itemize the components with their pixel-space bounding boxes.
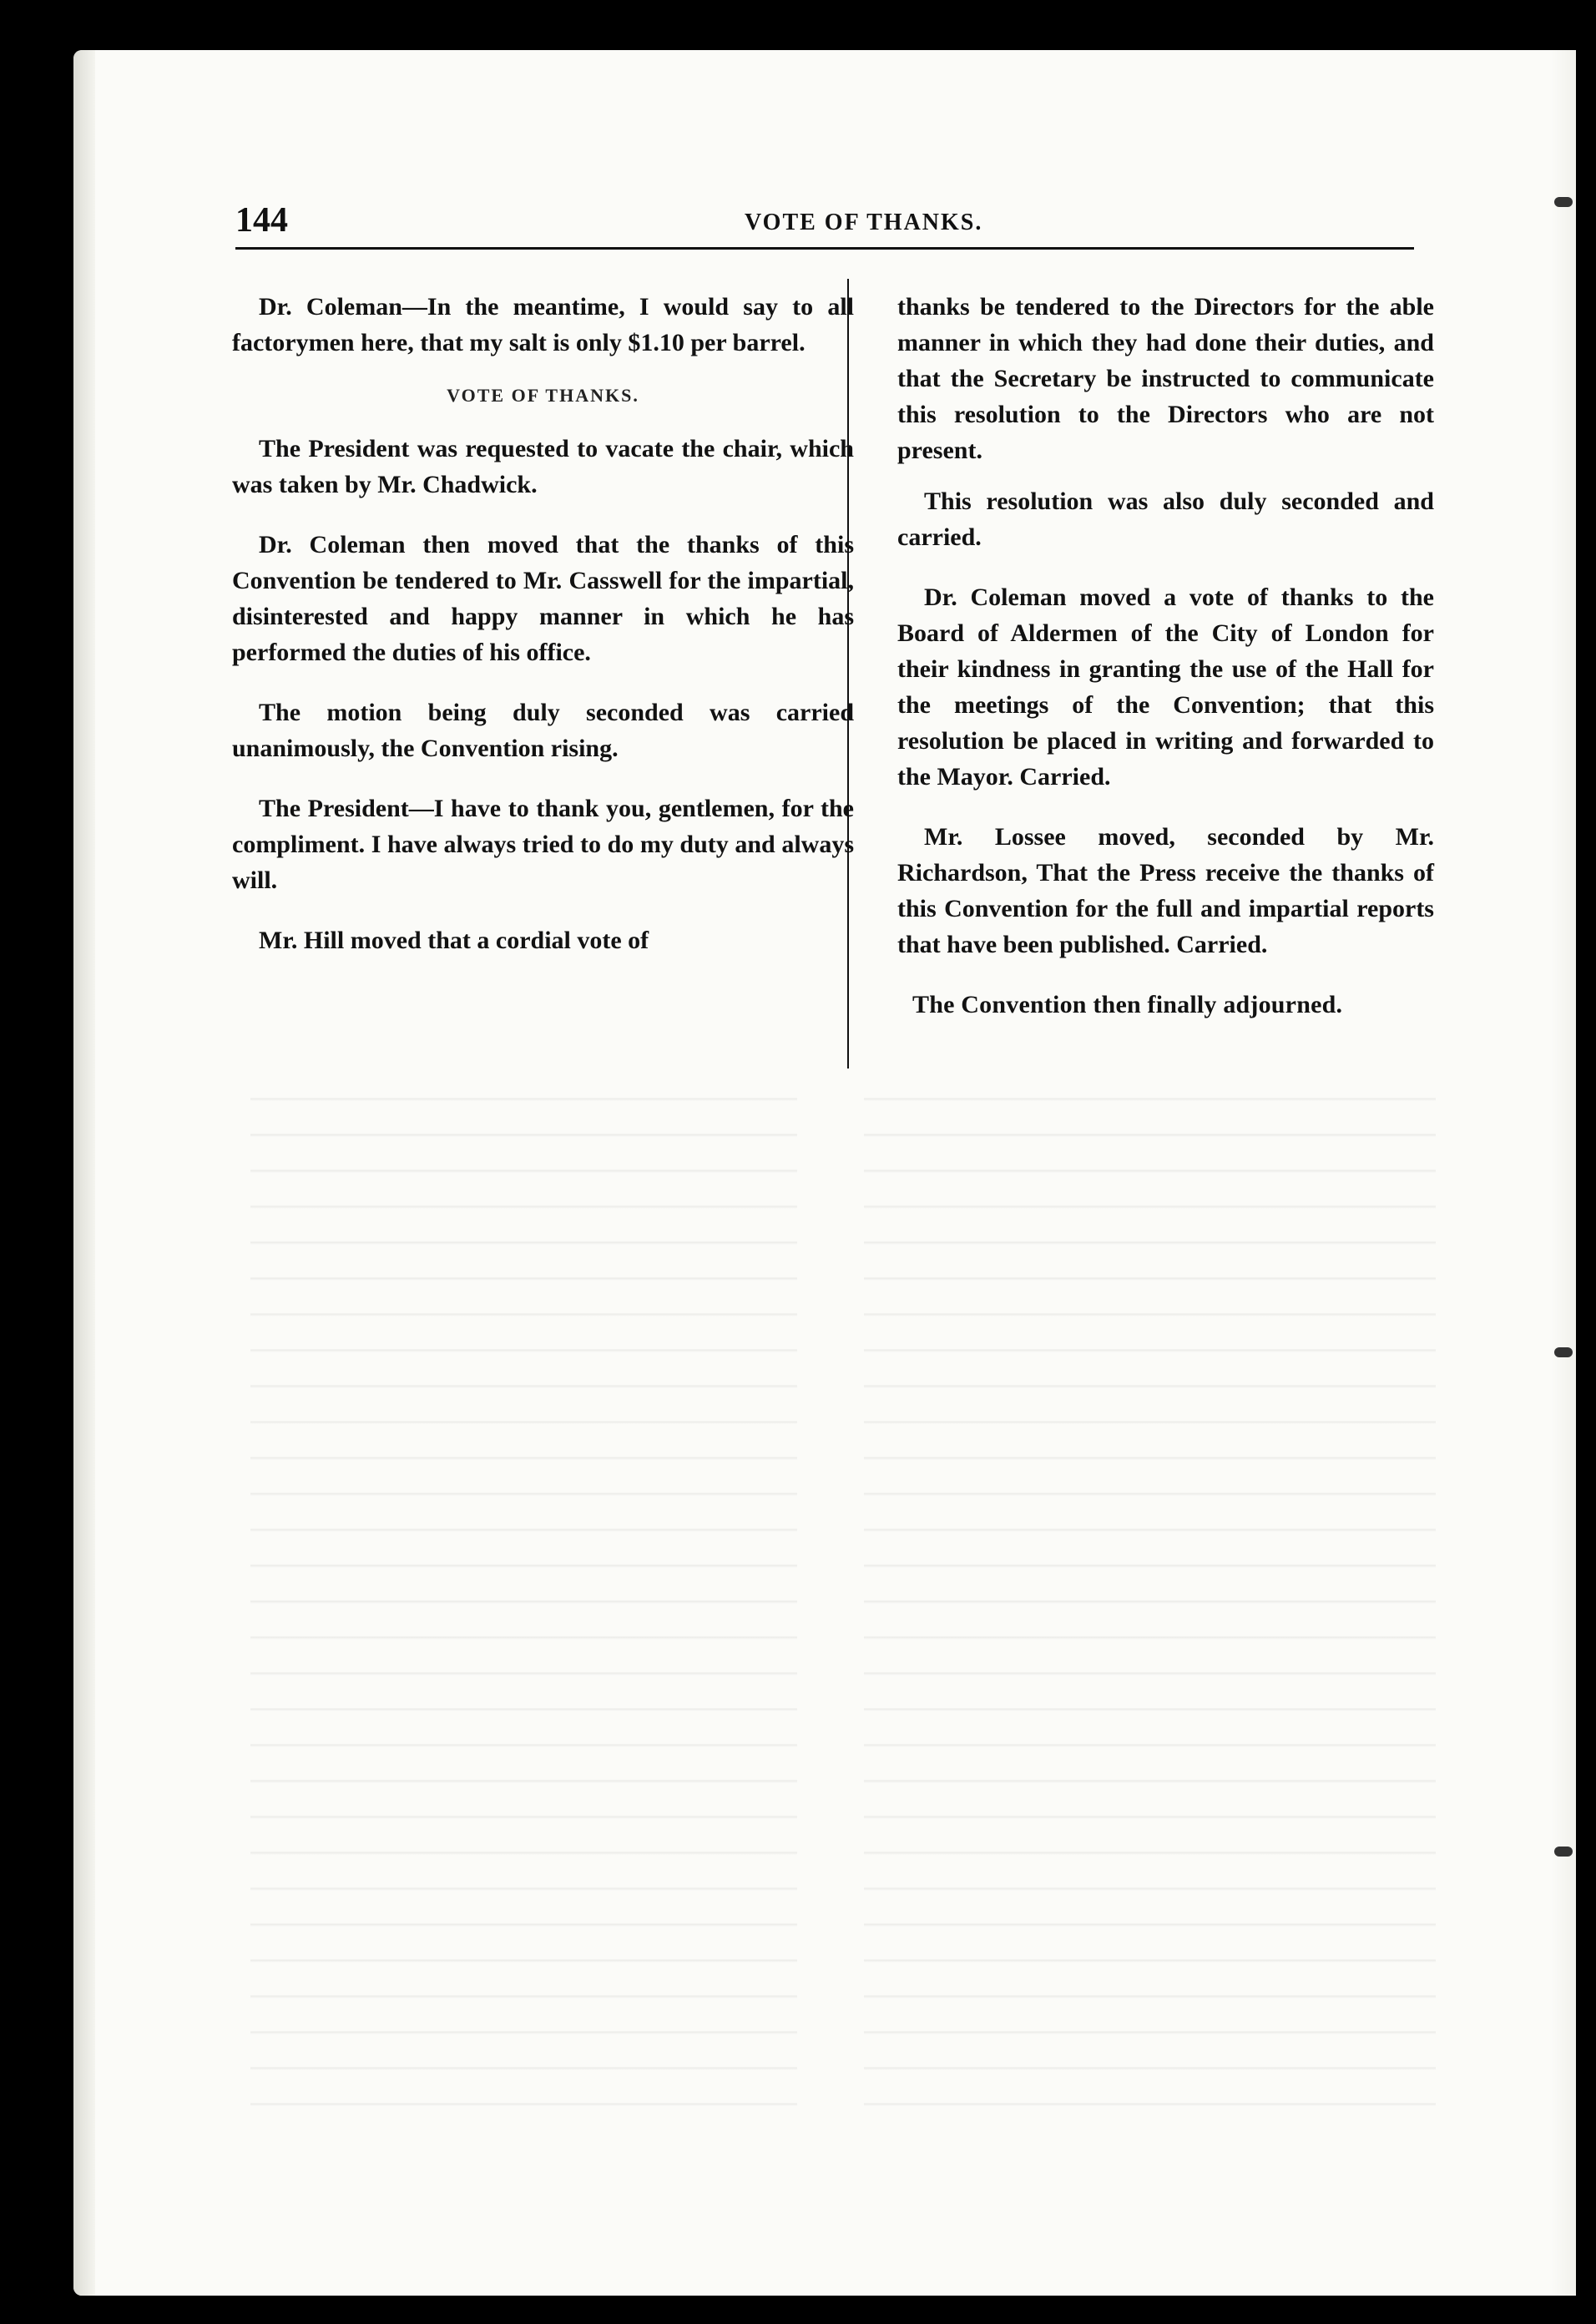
page-number: 144 <box>235 201 288 240</box>
section-heading: VOTE OF THANKS. <box>447 385 639 406</box>
paragraph: Dr. Coleman then moved that the thanks of this Convention be tendered to Mr. Casswell for the impartial, disinterested and happy manner in which he has performed the duties of his office. <box>232 531 854 666</box>
running-head: VOTE OF THANKS. <box>745 210 983 235</box>
left-column <box>232 289 854 983</box>
paragraph: This resolution was also duly seconded and carried. <box>897 488 1434 551</box>
paragraph: The motion being duly seconded was carried unanimously, the Convention rising. <box>232 699 854 762</box>
paragraph: Dr. Coleman—In the meantime, I would say to all factorymen here, that my salt is only $1.10 per barrel. <box>232 293 854 356</box>
paragraph: The President—I have to thank you, gentlemen, for the compliment. I have always tried to do my duty and always will. <box>232 795 854 894</box>
page-header <box>235 185 1422 244</box>
header-rule <box>235 247 1414 250</box>
binding-mark <box>1554 197 1573 207</box>
text-columns <box>232 289 1434 1074</box>
paragraph: Mr. Hill moved that a cordial vote of <box>259 927 649 954</box>
binding-mark <box>1554 1347 1573 1357</box>
right-column <box>897 289 1434 1047</box>
binding-marks <box>1554 117 1588 2254</box>
page-spine <box>73 50 95 2296</box>
paragraph: The President was requested to vacate the chair, which was taken by Mr. Chadwick. <box>232 435 854 498</box>
paragraph: thanks be tendered to the Directors for the able manner in which they had done their duties, and that the Secretary be instructed to communicate this resolution to the Directors who are not present. <box>897 293 1434 464</box>
paragraph: Dr. Coleman moved a vote of thanks to the Board of Aldermen of the City of London for their kindness in granting the use of the Hall for the meetings of the Convention; that this resolution be placed in writing and forwarded to the Mayor. Carried. <box>897 584 1434 791</box>
closing-line: The Convention then finally adjourned. <box>912 991 1343 1018</box>
paragraph: Mr. Lossee moved, seconded by Mr. Richardson, That the Press receive the thanks of this Convention for the full and impartial reports that have been published. Carried. <box>897 823 1434 958</box>
binding-mark <box>1554 1847 1573 1857</box>
show-through-gutter <box>797 1077 864 2129</box>
